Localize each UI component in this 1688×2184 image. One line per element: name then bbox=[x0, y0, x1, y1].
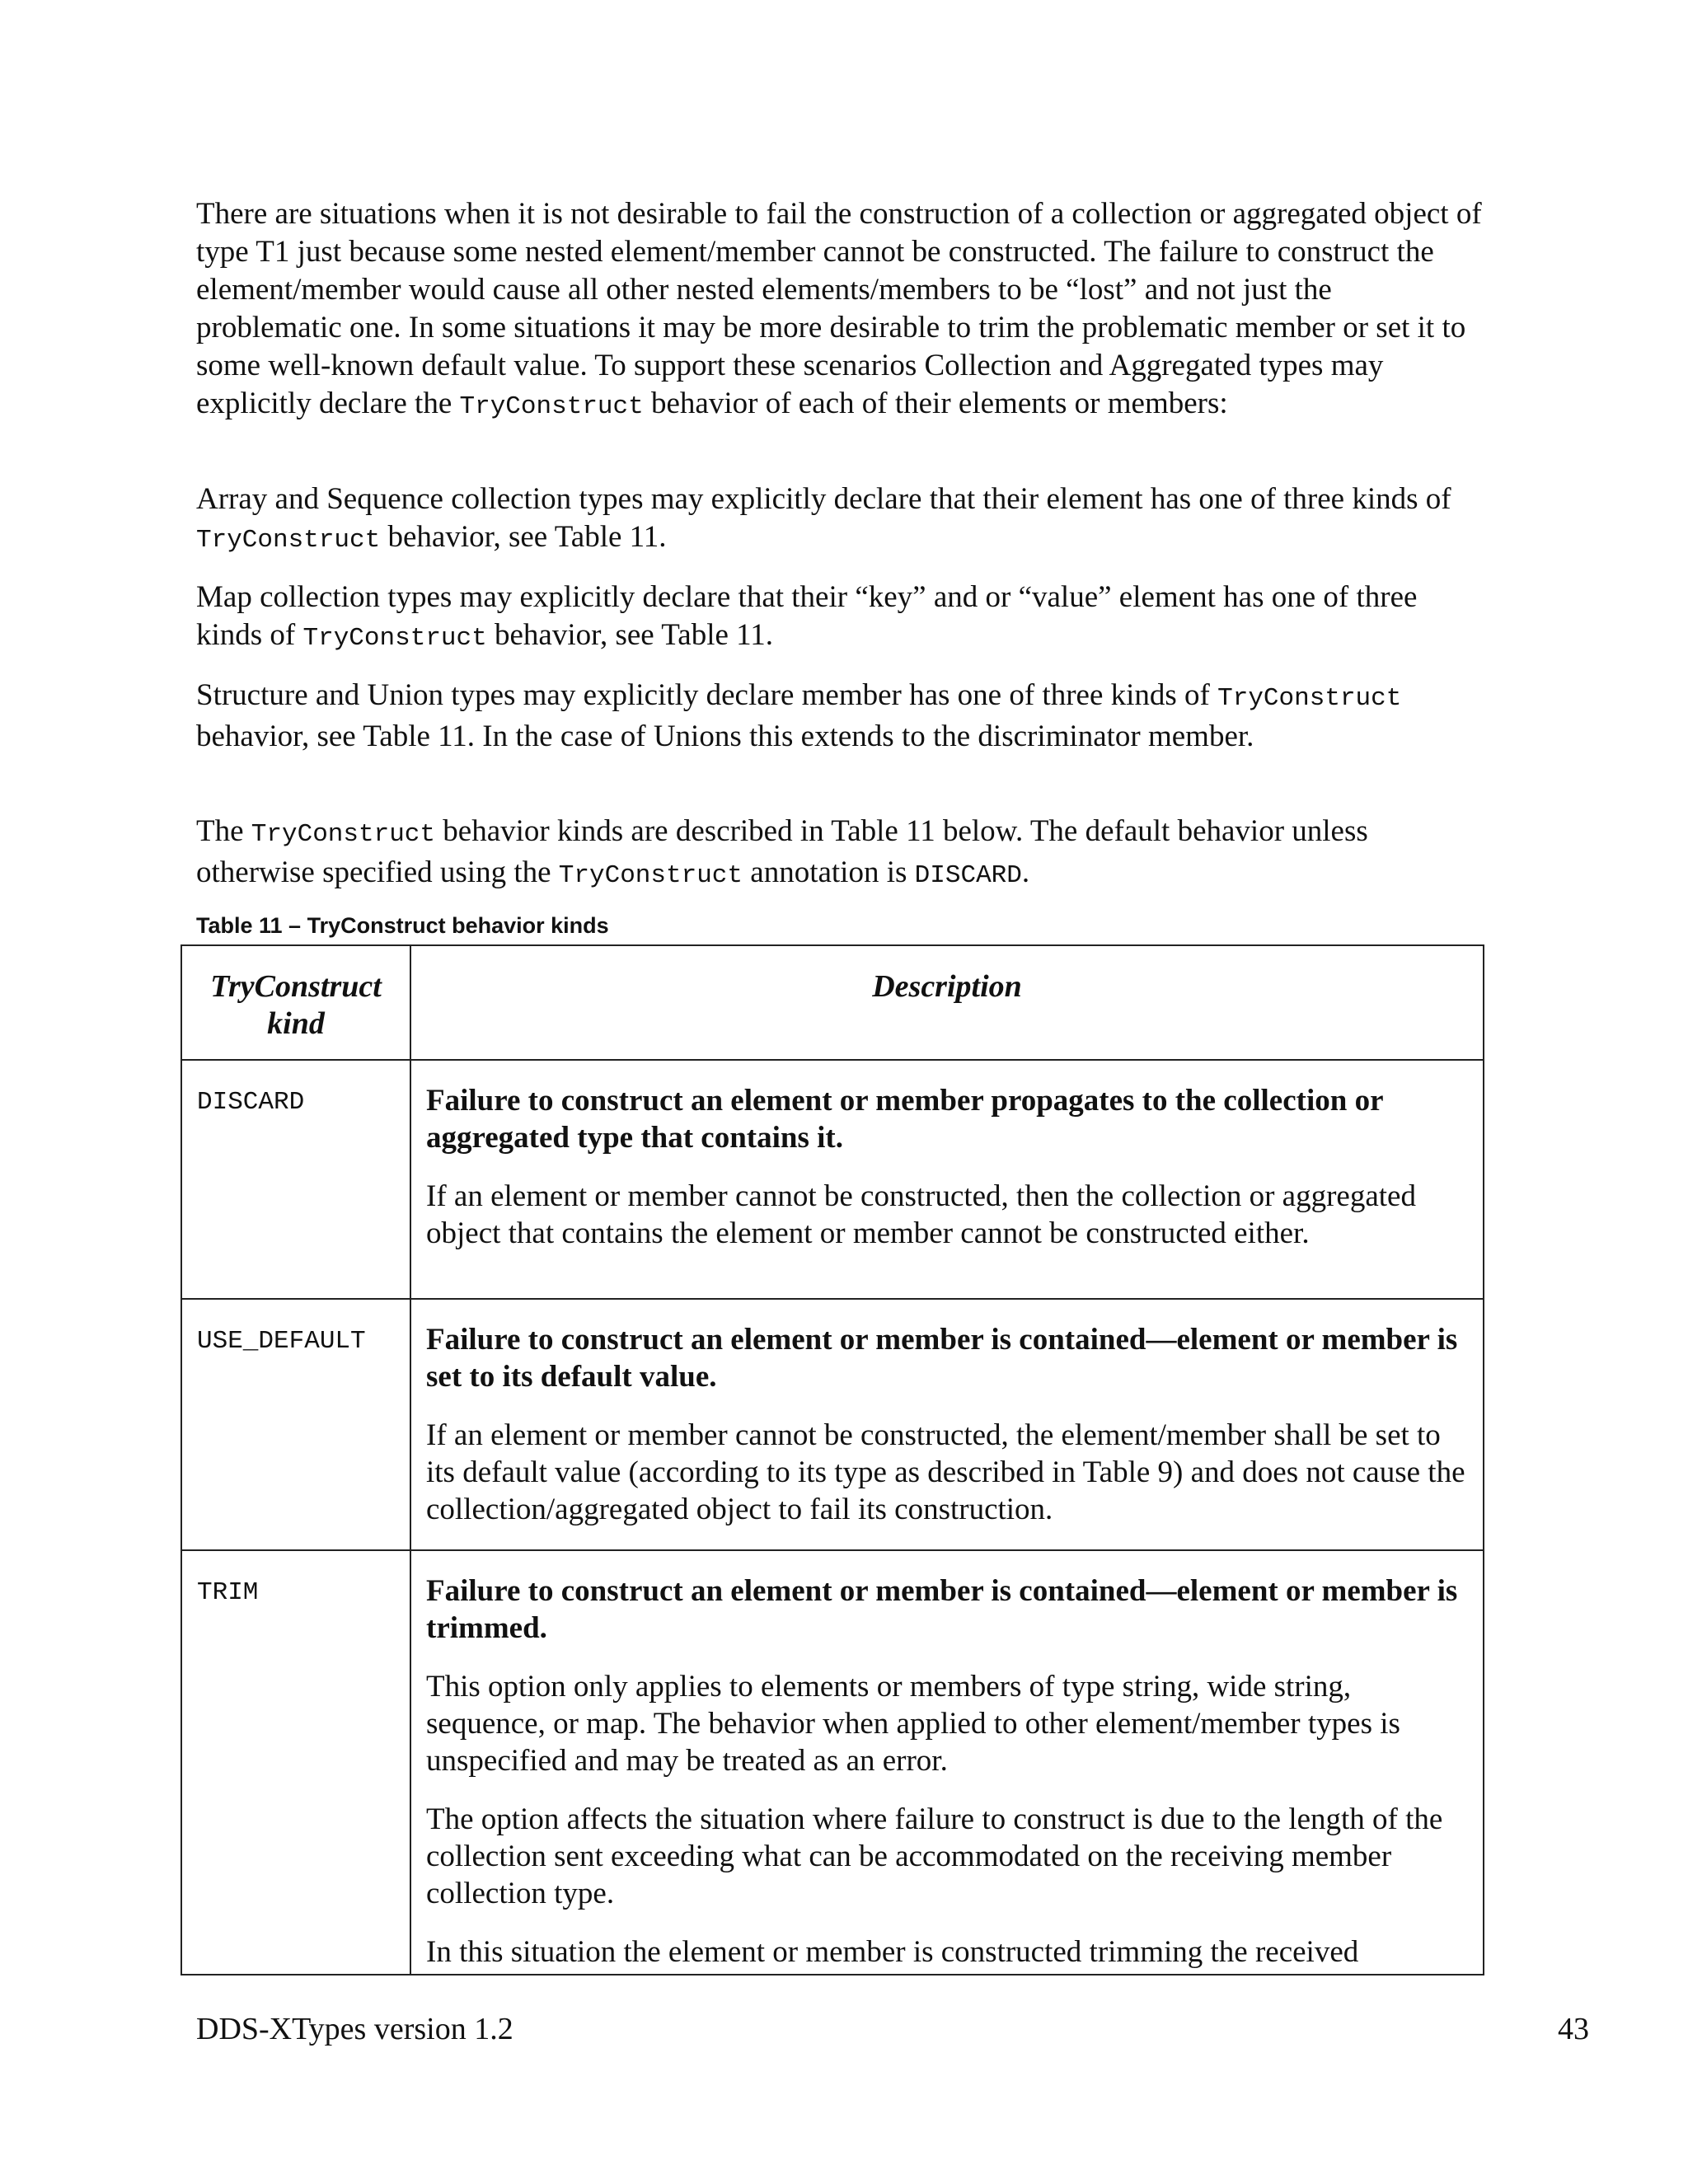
kind-use-default: USE_DEFAULT bbox=[181, 1299, 410, 1550]
description-summary: Failure to construct an element or member is contained—element or member is set to its default value. bbox=[426, 1323, 1458, 1394]
description-detail: If an element or member cannot be constructed, then the collection or aggregated object that contains the element or member cannot be constructed either. bbox=[426, 1179, 1416, 1250]
table-header-row bbox=[181, 945, 1484, 1060]
table-caption: Table 11 – TryConstruct behavior kinds bbox=[196, 913, 609, 938]
intro-paragraph bbox=[196, 195, 1482, 426]
structure-union-paragraph bbox=[196, 677, 1482, 756]
code-tryconstruct: TryConstruct bbox=[302, 624, 487, 653]
header-description: Description bbox=[410, 945, 1484, 1060]
intro-text: There are situations when it is not desirable to fail the construction of a collection or aggregated object of type T1 just because some nested element/member cannot be constructed. The failure to construct the element/member would cause all other nested elements/members to be “lost” and not just the problematic one. In some situations it may be more desirable to trim the problematic member or set it to some well-known default value. To support these scenarios Collection and Aggregated types may explicitly declare the bbox=[196, 197, 1482, 420]
default-text-mid: behavior kinds are described in Table 11 below. The default behavior unless otherwise specified using the bbox=[196, 814, 1368, 889]
default-text-mid2: annotation is bbox=[743, 855, 915, 889]
array-text-end: behavior, see Table 11. bbox=[380, 520, 667, 554]
footer-document-title: DDS-XTypes version 1.2 bbox=[196, 2012, 513, 2046]
array-text: Array and Sequence collection types may explicitly declare that their element has one of three kinds of bbox=[196, 482, 1451, 516]
description-cell bbox=[410, 1060, 1484, 1299]
description-detail: If an element or member cannot be constructed, the element/member shall be set to its default value (according to its type as described in Table 9) and does not cause the collection/aggregated object to fail its construction. bbox=[426, 1418, 1465, 1526]
header-kind: TryConstruct kind bbox=[181, 945, 410, 1060]
code-discard: DISCARD bbox=[914, 861, 1022, 890]
kind-discard: DISCARD bbox=[181, 1060, 410, 1299]
table-row bbox=[181, 1299, 1484, 1550]
description-summary: Failure to construct an element or member is contained—element or member is trimmed. bbox=[426, 1574, 1458, 1645]
description-detail: In this situation the element or member is constructed trimming the received bbox=[426, 1935, 1359, 1969]
kind-trim: TRIM bbox=[181, 1550, 410, 1975]
default-behavior-paragraph bbox=[196, 813, 1482, 895]
description-cell bbox=[410, 1299, 1484, 1550]
array-sequence-paragraph bbox=[196, 480, 1482, 560]
code-tryconstruct: TryConstruct bbox=[459, 392, 644, 421]
table-row bbox=[181, 1550, 1484, 1975]
code-tryconstruct: TryConstruct bbox=[251, 820, 436, 849]
map-text-end: behavior, see Table 11. bbox=[486, 618, 774, 652]
description-detail: The option affects the situation where failure to construct is due to the length of the collection sent exceeding what can be accommodated on the receiving member collection type. bbox=[426, 1802, 1443, 1910]
struct-text: Structure and Union types may explicitly declare member has one of three kinds of bbox=[196, 678, 1218, 712]
default-text-start: The bbox=[196, 814, 251, 848]
code-tryconstruct: TryConstruct bbox=[1217, 684, 1402, 713]
map-paragraph bbox=[196, 579, 1482, 658]
struct-text-end: behavior, see Table 11. In the case of Unions this extends to the discriminator member. bbox=[196, 719, 1254, 753]
table-row bbox=[181, 1060, 1484, 1299]
code-tryconstruct: TryConstruct bbox=[558, 861, 743, 890]
code-tryconstruct: TryConstruct bbox=[196, 526, 381, 555]
intro-text-end: behavior of each of their elements or members: bbox=[643, 387, 1228, 420]
default-text-end: . bbox=[1021, 855, 1030, 889]
description-detail: This option only applies to elements or members of type string, wide string, sequence, or map. The behavior when applied to other element/member types is unspecified and may be treated as an error. bbox=[426, 1670, 1400, 1778]
description-cell bbox=[410, 1550, 1484, 1975]
footer-page-number: 43 bbox=[1558, 2012, 1589, 2046]
description-summary: Failure to construct an element or member propagates to the collection or aggregated type that contains it. bbox=[426, 1084, 1383, 1155]
map-text: Map collection types may explicitly declare that their “key” and or “value” element has one of three kinds of bbox=[196, 580, 1418, 652]
tryconstruct-table bbox=[181, 944, 1484, 1975]
